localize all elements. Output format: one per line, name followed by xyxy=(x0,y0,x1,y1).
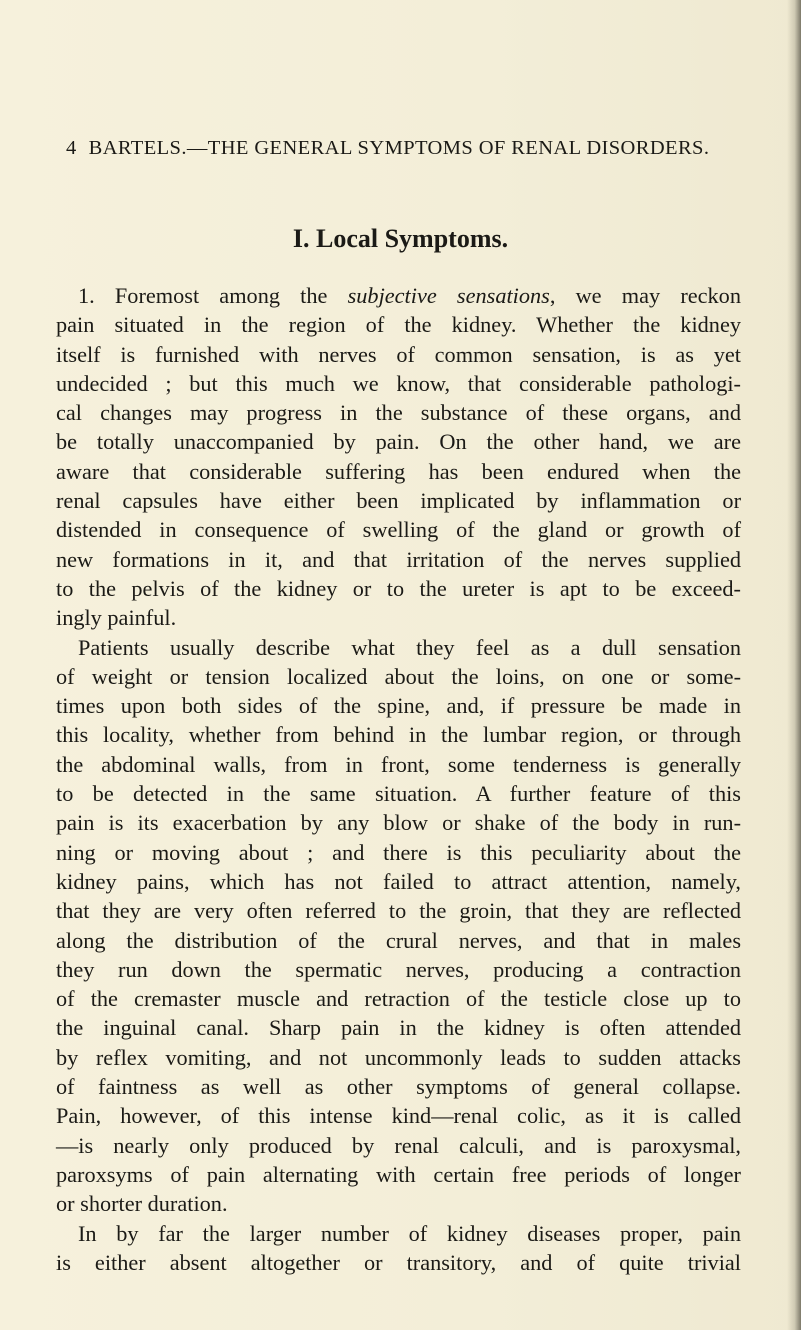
paragraph-2-line: pain is its exacerbation by any blow or shake of the body in run- xyxy=(56,810,741,836)
paragraph-2-line: kidney pains, which has not failed to attract attention, namely, xyxy=(56,868,741,894)
paragraph-1-line: distended in consequence of swelling of the gland or growth of xyxy=(56,517,741,543)
paragraph-2-line: ning or moving about ; and there is this peculiarity about the xyxy=(56,839,741,865)
running-head xyxy=(66,137,766,160)
paragraph-1-line: aware that considerable suffering has been endured when the xyxy=(56,458,741,484)
paragraph-2-line: of weight or tension localized about the loins, on one or some- xyxy=(56,663,741,689)
paragraph-2-line: to be detected in the same situation. A further feature of this xyxy=(56,781,741,807)
paragraph-1-line: cal changes may progress in the substance of these organs, and xyxy=(56,400,741,426)
paragraph-2-line: of faintness as well as other symptoms of general collapse. xyxy=(56,1074,741,1100)
paragraph-2-line: or shorter duration. xyxy=(56,1191,228,1217)
paragraph-2-line: that they are very often referred to the groin, that they are reflected xyxy=(56,898,741,924)
paragraph-2-line: the abdominal walls, from in front, some tenderness is generally xyxy=(56,751,741,777)
section-title: I. Local Symptoms. xyxy=(292,224,509,253)
paragraph-1-line: new formations in it, and that irritation of the nerves supplied xyxy=(56,546,741,572)
paragraph-2-line: times upon both sides of the spine, and, if pressure be made in xyxy=(56,693,741,719)
paragraph-2-line: Pain, however, of this intense kind—renal colic, as it is called xyxy=(56,1103,741,1129)
page-number: 4 xyxy=(66,137,77,159)
paragraph-2-line: —is nearly only produced by renal calculi, and is paroxysmal, xyxy=(56,1132,741,1158)
paragraph-1-line: be totally unaccompanied by pain. On the other hand, we are xyxy=(56,429,741,455)
paragraph-1-line: undecided ; but this much we know, that considerable pathologi- xyxy=(56,370,741,396)
paragraph-3-line: is either absent altogether or transitory, and of quite trivial xyxy=(56,1249,741,1275)
body-text xyxy=(56,281,741,1277)
paragraph-1-line: ingly painful. xyxy=(56,605,177,631)
lead-text-tail: , we may reckon xyxy=(549,283,741,308)
paragraph-1-line: to the pelvis of the kidney or to the ureter is apt to be exceed- xyxy=(56,575,741,601)
paragraph-2-line: by reflex vomiting, and not uncommonly leads to sudden attacks xyxy=(56,1044,741,1070)
paragraph-2-line: this locality, whether from behind in the lumbar region, or through xyxy=(56,722,741,748)
paragraph-3-line: In by far the larger number of kidney diseases proper, pain xyxy=(78,1220,741,1246)
paragraph-1-line: itself is furnished with nerves of common sensation, is as yet xyxy=(56,341,741,367)
paragraph-2-line: they run down the spermatic nerves, producing a contraction xyxy=(56,956,741,982)
running-head-title: BARTELS.—THE GENERAL SYMPTOMS OF RENAL DISORDERS. xyxy=(88,137,710,159)
lead-text: 1. Foremost among the xyxy=(78,283,348,308)
paragraph-2-line: paroxsyms of pain alternating with certain free periods of longer xyxy=(56,1161,741,1187)
paragraph-2-line: along the distribution of the crural nerves, and that in males xyxy=(56,927,741,953)
paragraph-2-line: of the cremaster muscle and retraction of the testicle close up to xyxy=(56,986,741,1012)
paragraph-2-line: Patients usually describe what they feel as a dull sensation xyxy=(78,634,741,660)
paragraph-1-line: renal capsules have either been implicated by inflammation or xyxy=(56,488,741,514)
italic-term: subjective sensations xyxy=(347,283,550,308)
paragraph-1-line-0 xyxy=(56,281,741,310)
paragraph-1-line: pain situated in the region of the kidney. Whether the kidney xyxy=(56,312,741,338)
page-edge-shadow xyxy=(787,0,801,1330)
paragraph-2-line: the inguinal canal. Sharp pain in the kidney is often attended xyxy=(56,1015,741,1041)
